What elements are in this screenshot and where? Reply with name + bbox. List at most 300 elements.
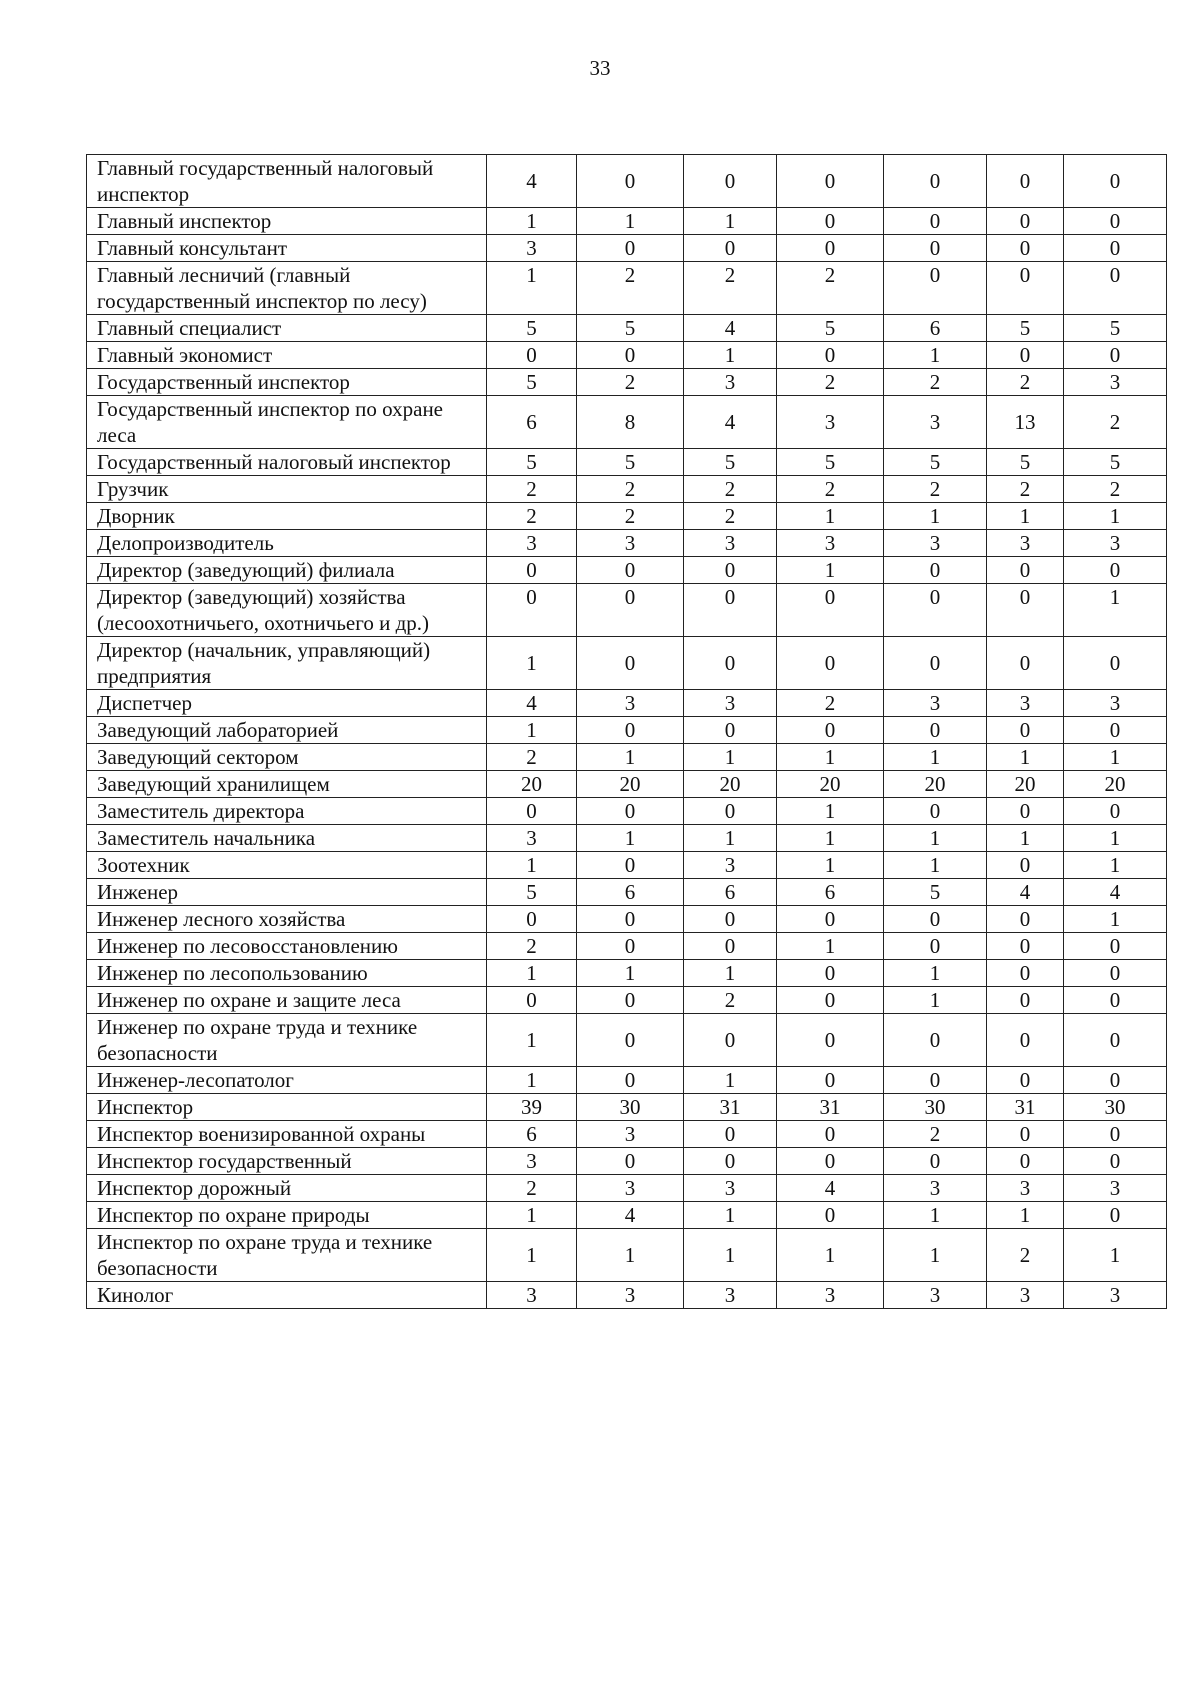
position-name-cell: Инспектор государственный: [87, 1148, 487, 1175]
value-cell: 0: [987, 584, 1064, 637]
value-cell: 0: [987, 1014, 1064, 1067]
value-cell: 4: [684, 315, 777, 342]
value-cell: 0: [987, 235, 1064, 262]
value-cell: 3: [884, 396, 987, 449]
value-cell: 3: [777, 530, 884, 557]
value-cell: 6: [487, 1121, 577, 1148]
table-row: [87, 1121, 1167, 1148]
value-cell: 1: [577, 1229, 684, 1282]
value-cell: 3: [684, 690, 777, 717]
value-cell: 31: [684, 1094, 777, 1121]
value-cell: 0: [684, 584, 777, 637]
value-cell: 5: [1064, 449, 1167, 476]
table-row: [87, 530, 1167, 557]
value-cell: 2: [684, 262, 777, 315]
value-cell: 2: [987, 369, 1064, 396]
value-cell: 2: [577, 369, 684, 396]
value-cell: 1: [1064, 1229, 1167, 1282]
position-name-cell: Заведующий сектором: [87, 744, 487, 771]
value-cell: 20: [684, 771, 777, 798]
value-cell: 3: [684, 852, 777, 879]
value-cell: 0: [487, 342, 577, 369]
value-cell: 39: [487, 1094, 577, 1121]
value-cell: 4: [487, 155, 577, 208]
value-cell: 1: [487, 852, 577, 879]
value-cell: 0: [577, 637, 684, 690]
position-name-cell: Директор (заведующий) филиала: [87, 557, 487, 584]
value-cell: 3: [487, 1148, 577, 1175]
value-cell: 1: [884, 503, 987, 530]
table-row: [87, 1282, 1167, 1309]
table-row: [87, 503, 1167, 530]
position-name-cell: Заместитель директора: [87, 798, 487, 825]
position-name-cell: Главный консультант: [87, 235, 487, 262]
table-row: [87, 1202, 1167, 1229]
value-cell: 0: [684, 798, 777, 825]
position-name-cell: Инженер лесного хозяйства: [87, 906, 487, 933]
table-row: [87, 1014, 1167, 1067]
value-cell: 0: [684, 1121, 777, 1148]
table-row: [87, 369, 1167, 396]
value-cell: 0: [987, 155, 1064, 208]
table-row: [87, 1229, 1167, 1282]
value-cell: 0: [684, 637, 777, 690]
value-cell: 2: [577, 503, 684, 530]
value-cell: 0: [684, 235, 777, 262]
value-cell: 4: [987, 879, 1064, 906]
value-cell: 3: [884, 1175, 987, 1202]
value-cell: 0: [777, 1148, 884, 1175]
table-row: [87, 449, 1167, 476]
value-cell: 1: [1064, 825, 1167, 852]
value-cell: 2: [487, 1175, 577, 1202]
value-cell: 2: [684, 503, 777, 530]
table-row: [87, 906, 1167, 933]
value-cell: 1: [884, 744, 987, 771]
value-cell: 0: [1064, 987, 1167, 1014]
value-cell: 5: [487, 369, 577, 396]
position-name-cell: Заведующий хранилищем: [87, 771, 487, 798]
table-row: [87, 933, 1167, 960]
table-row: [87, 476, 1167, 503]
value-cell: 1: [487, 717, 577, 744]
value-cell: 1: [884, 852, 987, 879]
value-cell: 0: [1064, 798, 1167, 825]
position-name-cell: Инженер по охране и защите леса: [87, 987, 487, 1014]
position-name-cell: Грузчик: [87, 476, 487, 503]
value-cell: 1: [777, 503, 884, 530]
value-cell: 1: [987, 744, 1064, 771]
position-name-cell: Заведующий лабораторией: [87, 717, 487, 744]
value-cell: 2: [577, 262, 684, 315]
value-cell: 0: [777, 584, 884, 637]
value-cell: 3: [987, 530, 1064, 557]
value-cell: 1: [684, 744, 777, 771]
value-cell: 5: [987, 449, 1064, 476]
value-cell: 1: [1064, 852, 1167, 879]
value-cell: 1: [487, 1202, 577, 1229]
value-cell: 3: [684, 530, 777, 557]
value-cell: 2: [487, 476, 577, 503]
value-cell: 0: [1064, 1148, 1167, 1175]
value-cell: 31: [987, 1094, 1064, 1121]
value-cell: 0: [487, 987, 577, 1014]
value-cell: 0: [1064, 933, 1167, 960]
value-cell: 0: [1064, 637, 1167, 690]
value-cell: 0: [684, 557, 777, 584]
position-name-cell: Инженер по лесопользованию: [87, 960, 487, 987]
value-cell: 1: [777, 1229, 884, 1282]
value-cell: 0: [987, 262, 1064, 315]
value-cell: 1: [684, 342, 777, 369]
position-name-cell: Главный государственный налоговый инспектор: [87, 155, 487, 208]
value-cell: 0: [987, 906, 1064, 933]
value-cell: 2: [487, 503, 577, 530]
value-cell: 1: [577, 744, 684, 771]
value-cell: 0: [777, 1202, 884, 1229]
value-cell: 13: [987, 396, 1064, 449]
value-cell: 0: [684, 1014, 777, 1067]
positions-table: [86, 154, 1167, 1309]
value-cell: 1: [1064, 584, 1167, 637]
value-cell: 0: [987, 342, 1064, 369]
value-cell: 1: [577, 825, 684, 852]
value-cell: 0: [777, 342, 884, 369]
position-name-cell: Инженер по охране труда и технике безопасности: [87, 1014, 487, 1067]
value-cell: 0: [1064, 717, 1167, 744]
value-cell: 0: [777, 717, 884, 744]
value-cell: 0: [884, 798, 987, 825]
value-cell: 0: [487, 557, 577, 584]
value-cell: 5: [987, 315, 1064, 342]
value-cell: 3: [487, 530, 577, 557]
value-cell: 3: [884, 690, 987, 717]
position-name-cell: Заместитель начальника: [87, 825, 487, 852]
value-cell: 1: [577, 208, 684, 235]
table-row: [87, 987, 1167, 1014]
value-cell: 3: [577, 530, 684, 557]
value-cell: 1: [987, 825, 1064, 852]
table-row: [87, 798, 1167, 825]
value-cell: 0: [884, 717, 987, 744]
position-name-cell: Директор (заведующий) хозяйства (лесоохотничьего, охотничьего и др.): [87, 584, 487, 637]
position-name-cell: Государственный налоговый инспектор: [87, 449, 487, 476]
value-cell: 0: [884, 906, 987, 933]
value-cell: 0: [884, 235, 987, 262]
value-cell: 1: [884, 342, 987, 369]
value-cell: 1: [884, 960, 987, 987]
value-cell: 0: [987, 557, 1064, 584]
value-cell: 5: [577, 449, 684, 476]
position-name-cell: Диспетчер: [87, 690, 487, 717]
value-cell: 5: [777, 315, 884, 342]
value-cell: 2: [777, 476, 884, 503]
value-cell: 5: [884, 879, 987, 906]
table-row: [87, 690, 1167, 717]
value-cell: 3: [1064, 530, 1167, 557]
value-cell: 0: [777, 208, 884, 235]
position-name-cell: Государственный инспектор: [87, 369, 487, 396]
value-cell: 1: [577, 960, 684, 987]
value-cell: 2: [487, 933, 577, 960]
value-cell: 1: [987, 503, 1064, 530]
value-cell: 0: [777, 637, 884, 690]
value-cell: 30: [884, 1094, 987, 1121]
value-cell: 0: [1064, 1121, 1167, 1148]
value-cell: 6: [684, 879, 777, 906]
page-number: 33: [589, 56, 611, 80]
position-name-cell: Инспектор дорожный: [87, 1175, 487, 1202]
value-cell: 0: [577, 852, 684, 879]
value-cell: 6: [577, 879, 684, 906]
value-cell: 1: [684, 960, 777, 987]
value-cell: 1: [777, 744, 884, 771]
value-cell: 2: [987, 1229, 1064, 1282]
position-name-cell: Государственный инспектор по охране леса: [87, 396, 487, 449]
value-cell: 0: [577, 235, 684, 262]
value-cell: 0: [884, 933, 987, 960]
value-cell: 0: [577, 1148, 684, 1175]
position-name-cell: Инженер-лесопатолог: [87, 1067, 487, 1094]
value-cell: 2: [684, 476, 777, 503]
value-cell: 1: [487, 1229, 577, 1282]
table-row: [87, 262, 1167, 315]
position-name-cell: Главный экономист: [87, 342, 487, 369]
position-name-cell: Инженер: [87, 879, 487, 906]
value-cell: 1: [777, 798, 884, 825]
value-cell: 0: [987, 1067, 1064, 1094]
value-cell: 3: [1064, 690, 1167, 717]
value-cell: 0: [884, 1148, 987, 1175]
value-cell: 20: [487, 771, 577, 798]
position-name-cell: Кинолог: [87, 1282, 487, 1309]
value-cell: 3: [487, 825, 577, 852]
table-row: [87, 208, 1167, 235]
table-row: [87, 396, 1167, 449]
value-cell: 2: [777, 262, 884, 315]
value-cell: 0: [987, 1121, 1064, 1148]
value-cell: 0: [777, 987, 884, 1014]
value-cell: 5: [684, 449, 777, 476]
value-cell: 0: [577, 987, 684, 1014]
position-name-cell: Инспектор по охране труда и технике безопасности: [87, 1229, 487, 1282]
value-cell: 4: [777, 1175, 884, 1202]
value-cell: 3: [487, 1282, 577, 1309]
position-name-cell: Зоотехник: [87, 852, 487, 879]
position-name-cell: Главный специалист: [87, 315, 487, 342]
value-cell: 3: [487, 235, 577, 262]
table-row: [87, 637, 1167, 690]
value-cell: 3: [684, 1175, 777, 1202]
table-row: [87, 1094, 1167, 1121]
value-cell: 2: [884, 369, 987, 396]
value-cell: 1: [487, 1014, 577, 1067]
value-cell: 4: [577, 1202, 684, 1229]
value-cell: 1: [1064, 906, 1167, 933]
table-row: [87, 1148, 1167, 1175]
value-cell: 3: [987, 1282, 1064, 1309]
value-cell: 0: [777, 906, 884, 933]
value-cell: 3: [577, 1282, 684, 1309]
value-cell: 4: [684, 396, 777, 449]
value-cell: 2: [1064, 476, 1167, 503]
position-name-cell: Главный лесничий (главный государственный инспектор по лесу): [87, 262, 487, 315]
value-cell: 1: [487, 208, 577, 235]
value-cell: 0: [987, 852, 1064, 879]
value-cell: 20: [577, 771, 684, 798]
value-cell: 0: [1064, 208, 1167, 235]
value-cell: 0: [684, 1148, 777, 1175]
value-cell: 0: [684, 933, 777, 960]
value-cell: 0: [1064, 1202, 1167, 1229]
value-cell: 0: [577, 557, 684, 584]
position-name-cell: Делопроизводитель: [87, 530, 487, 557]
value-cell: 1: [777, 933, 884, 960]
value-cell: 0: [577, 1014, 684, 1067]
value-cell: 3: [577, 1175, 684, 1202]
value-cell: 0: [884, 262, 987, 315]
value-cell: 3: [1064, 369, 1167, 396]
value-cell: 1: [684, 1067, 777, 1094]
value-cell: 20: [884, 771, 987, 798]
value-cell: 0: [1064, 155, 1167, 208]
value-cell: 3: [987, 690, 1064, 717]
value-cell: 0: [777, 960, 884, 987]
value-cell: 31: [777, 1094, 884, 1121]
value-cell: 5: [1064, 315, 1167, 342]
value-cell: 0: [987, 637, 1064, 690]
position-name-cell: Инспектор: [87, 1094, 487, 1121]
value-cell: 0: [487, 584, 577, 637]
table-row: [87, 852, 1167, 879]
table-row: [87, 557, 1167, 584]
value-cell: 3: [684, 369, 777, 396]
value-cell: 1: [684, 208, 777, 235]
table-row: [87, 717, 1167, 744]
value-cell: 0: [1064, 235, 1167, 262]
value-cell: 3: [1064, 1175, 1167, 1202]
value-cell: 3: [777, 1282, 884, 1309]
value-cell: 0: [577, 155, 684, 208]
value-cell: 20: [777, 771, 884, 798]
value-cell: 3: [777, 396, 884, 449]
value-cell: 30: [1064, 1094, 1167, 1121]
table-row: [87, 744, 1167, 771]
value-cell: 0: [1064, 342, 1167, 369]
value-cell: 0: [777, 155, 884, 208]
value-cell: 0: [987, 717, 1064, 744]
value-cell: 20: [987, 771, 1064, 798]
value-cell: 1: [487, 262, 577, 315]
value-cell: 0: [884, 584, 987, 637]
position-name-cell: Инспектор военизированной охраны: [87, 1121, 487, 1148]
value-cell: 30: [577, 1094, 684, 1121]
value-cell: 0: [577, 906, 684, 933]
value-cell: 3: [987, 1175, 1064, 1202]
table-row: [87, 342, 1167, 369]
value-cell: 1: [884, 1202, 987, 1229]
value-cell: 0: [884, 155, 987, 208]
value-cell: 0: [884, 637, 987, 690]
value-cell: 0: [987, 1148, 1064, 1175]
value-cell: 2: [777, 690, 884, 717]
value-cell: 5: [777, 449, 884, 476]
value-cell: 3: [684, 1282, 777, 1309]
value-cell: 2: [884, 476, 987, 503]
value-cell: 1: [684, 1202, 777, 1229]
value-cell: 1: [1064, 744, 1167, 771]
value-cell: 1: [884, 987, 987, 1014]
value-cell: 6: [884, 315, 987, 342]
value-cell: 0: [487, 906, 577, 933]
value-cell: 4: [1064, 879, 1167, 906]
value-cell: 3: [577, 690, 684, 717]
table-row: [87, 315, 1167, 342]
value-cell: 5: [884, 449, 987, 476]
value-cell: 8: [577, 396, 684, 449]
value-cell: 2: [487, 744, 577, 771]
value-cell: 5: [487, 449, 577, 476]
value-cell: 0: [987, 933, 1064, 960]
value-cell: 2: [577, 476, 684, 503]
value-cell: 5: [487, 315, 577, 342]
position-name-cell: Инспектор по охране природы: [87, 1202, 487, 1229]
value-cell: 0: [487, 798, 577, 825]
value-cell: 2: [684, 987, 777, 1014]
value-cell: 0: [884, 557, 987, 584]
value-cell: 3: [884, 530, 987, 557]
value-cell: 0: [884, 1014, 987, 1067]
value-cell: 0: [684, 906, 777, 933]
table-row: [87, 155, 1167, 208]
value-cell: 0: [884, 1067, 987, 1094]
value-cell: 1: [1064, 503, 1167, 530]
value-cell: 0: [777, 1014, 884, 1067]
value-cell: 0: [987, 960, 1064, 987]
table-row: [87, 879, 1167, 906]
value-cell: 1: [884, 825, 987, 852]
value-cell: 0: [777, 235, 884, 262]
table-row: [87, 771, 1167, 798]
value-cell: 5: [577, 315, 684, 342]
value-cell: 2: [777, 369, 884, 396]
value-cell: 0: [1064, 960, 1167, 987]
value-cell: 0: [577, 798, 684, 825]
value-cell: 0: [577, 584, 684, 637]
position-name-cell: Дворник: [87, 503, 487, 530]
value-cell: 0: [684, 717, 777, 744]
value-cell: 0: [884, 208, 987, 235]
table-row: [87, 235, 1167, 262]
value-cell: 1: [777, 852, 884, 879]
value-cell: 0: [777, 1067, 884, 1094]
value-cell: 6: [777, 879, 884, 906]
value-cell: 0: [1064, 557, 1167, 584]
value-cell: 3: [884, 1282, 987, 1309]
table-row: [87, 960, 1167, 987]
value-cell: 1: [987, 1202, 1064, 1229]
value-cell: 2: [1064, 396, 1167, 449]
value-cell: 2: [884, 1121, 987, 1148]
value-cell: 6: [487, 396, 577, 449]
value-cell: 0: [1064, 1014, 1167, 1067]
value-cell: 3: [577, 1121, 684, 1148]
value-cell: 0: [987, 987, 1064, 1014]
table-row: [87, 1175, 1167, 1202]
table-row: [87, 825, 1167, 852]
value-cell: 5: [487, 879, 577, 906]
value-cell: 1: [487, 1067, 577, 1094]
